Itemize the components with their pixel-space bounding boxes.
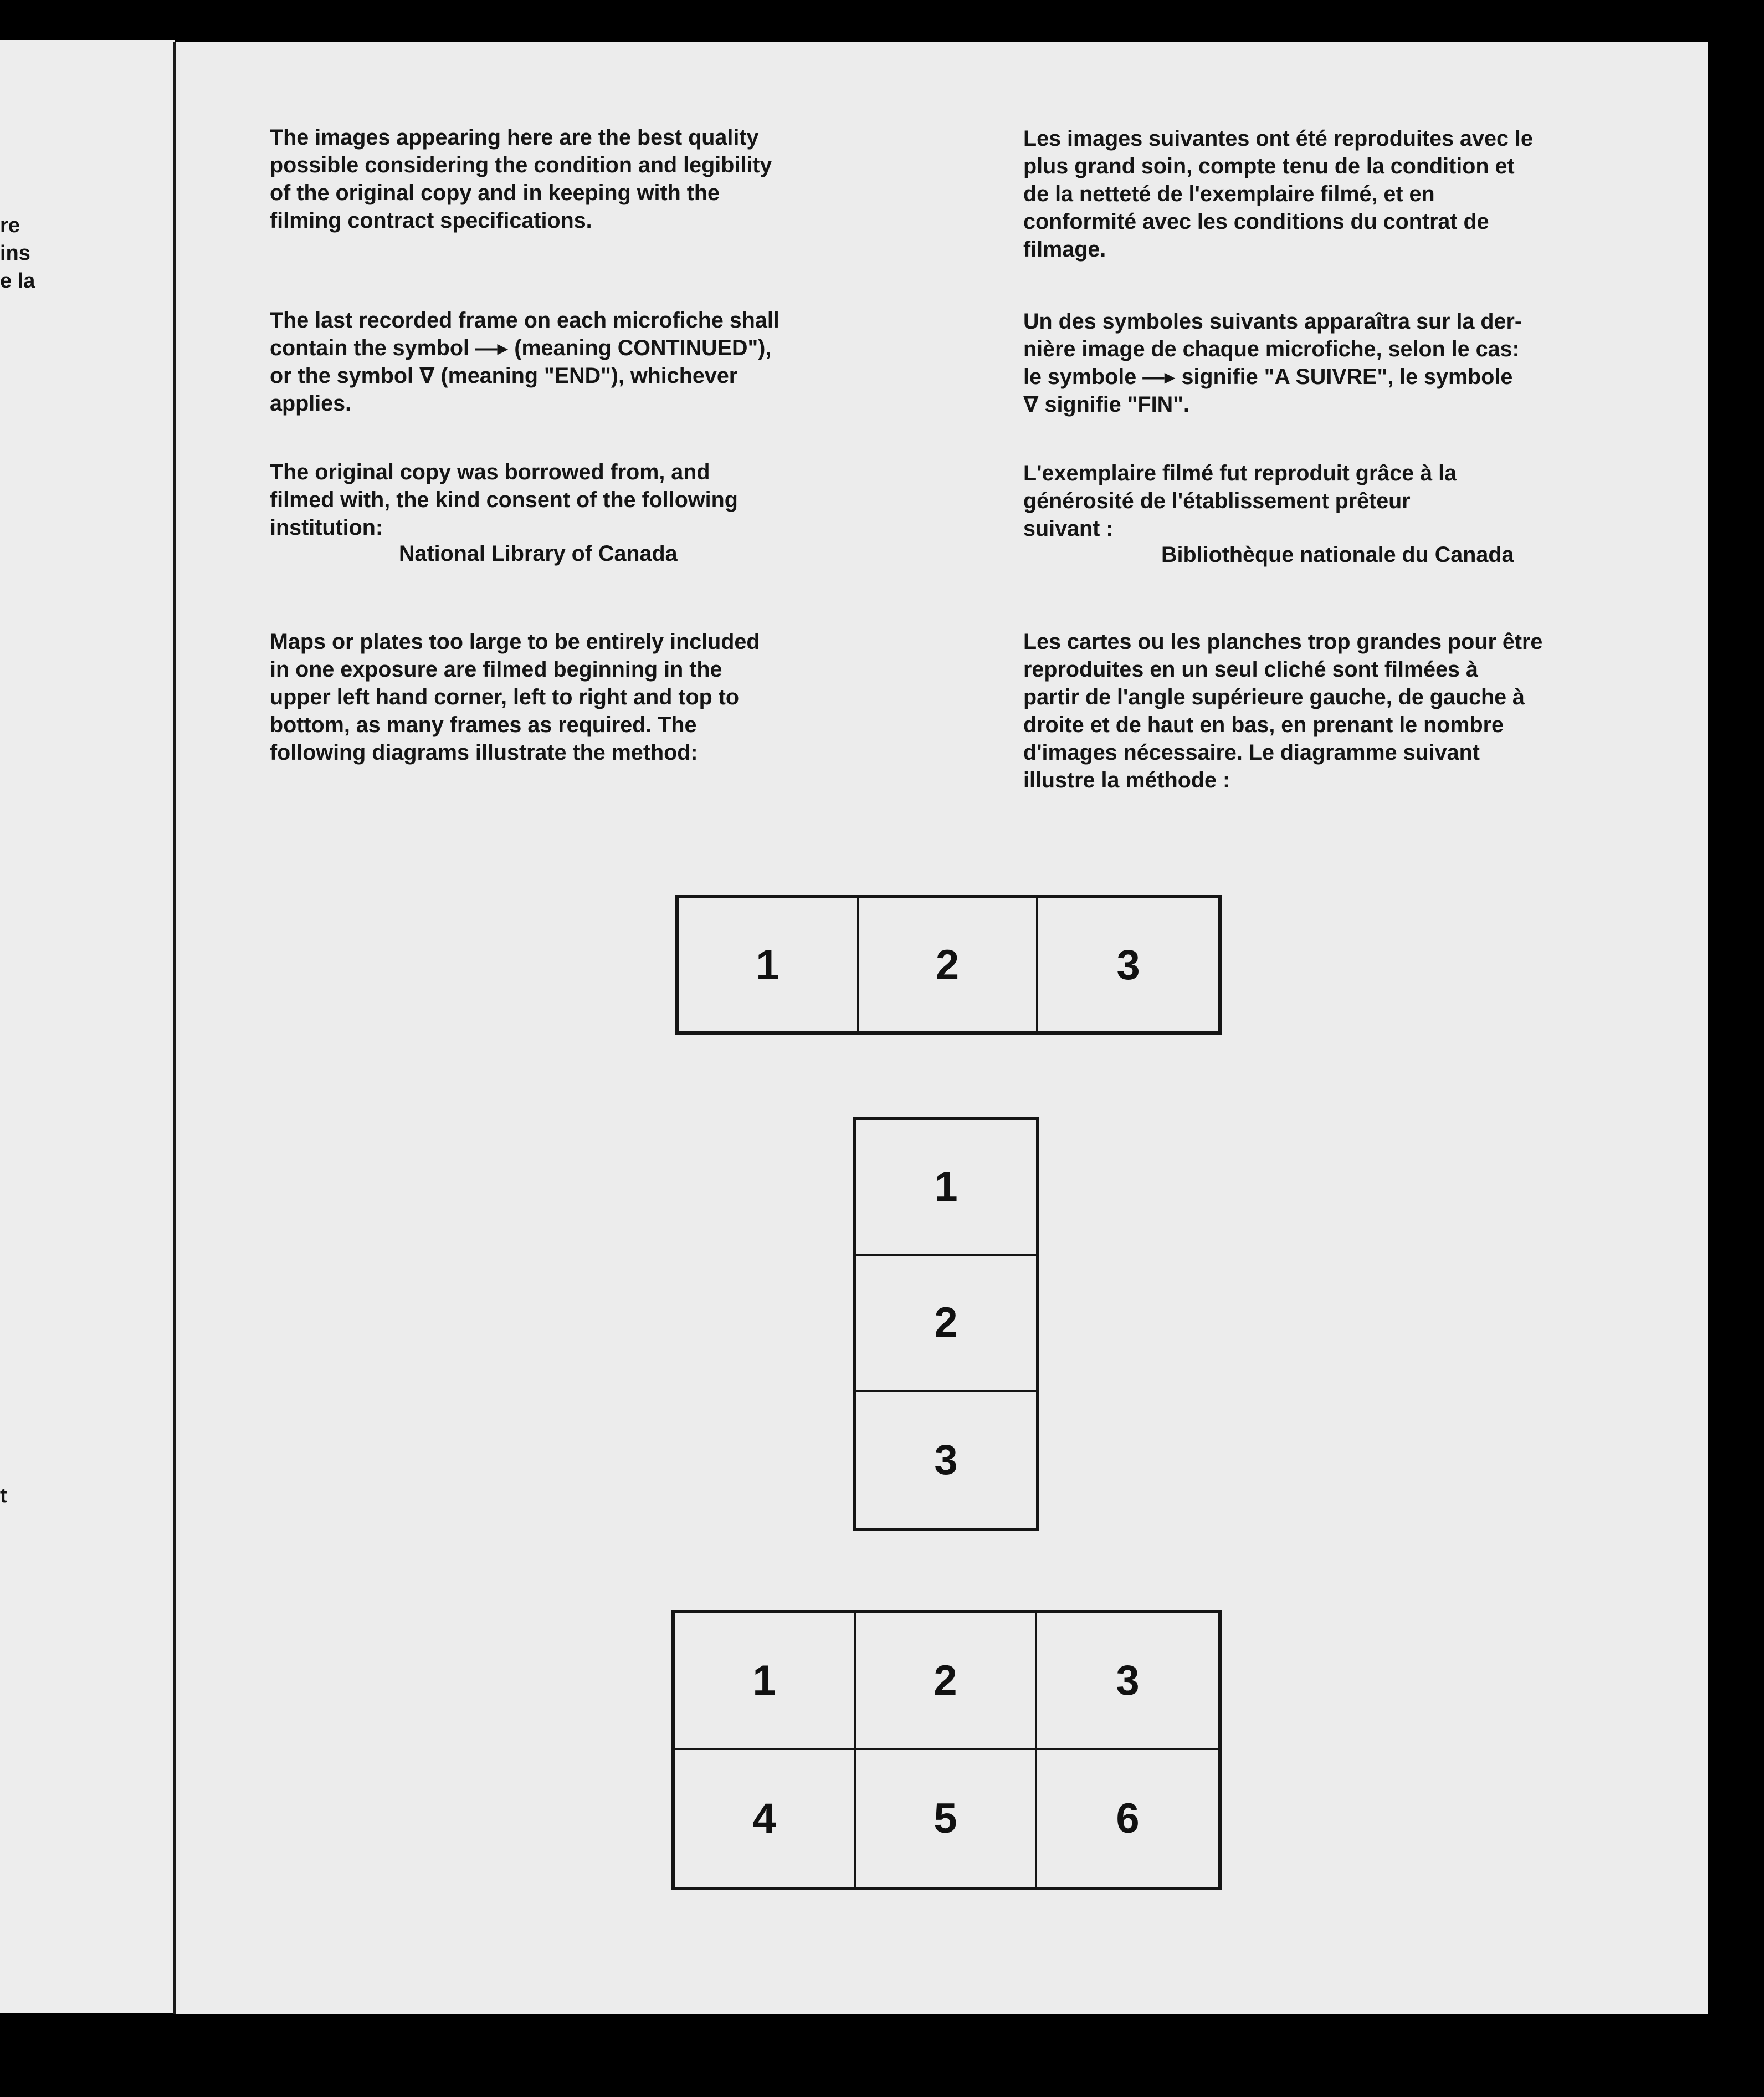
target-page <box>176 42 1708 2014</box>
text-line: possible considering the condition and legibility <box>270 153 772 177</box>
frame-cell: 6 <box>1116 1795 1140 1842</box>
frame-cell: 2 <box>856 1613 1037 1750</box>
text-line: ∇ signifie "FIN". <box>1023 392 1189 417</box>
frame-cell: 1 <box>679 898 859 1031</box>
text-line: nière image de chaque microfiche, selon le cas: <box>1023 337 1520 361</box>
text-line: suivant : <box>1023 516 1114 541</box>
text-line: filmed with, the kind consent of the following <box>270 488 738 512</box>
quality-notice-en <box>270 124 868 234</box>
text-line: of the original copy and in keeping with the <box>270 181 720 205</box>
frame-cell: 1 <box>675 1613 856 1750</box>
text-line: bottom, as many frames as required. The <box>270 713 697 737</box>
institution-notice-fr <box>1023 459 1622 543</box>
frame-cell: 3 <box>1037 1613 1218 1750</box>
institution-name-fr: Bibliothèque nationale du Canada <box>1161 543 1514 567</box>
symbol-notice-fr <box>1023 308 1622 418</box>
text-line: The original copy was borrowed from, and <box>270 460 710 484</box>
previous-page-fragment: re <box>0 214 20 237</box>
previous-page-edge <box>0 40 175 2013</box>
text-line: d'images nécessaire. Le diagramme suivant <box>1023 740 1480 765</box>
text-line: upper left hand corner, left to right and top to <box>270 685 740 709</box>
text-line: de la netteté de l'exemplaire filmé, et en <box>1023 182 1435 206</box>
institution-notice-en <box>270 458 868 541</box>
previous-page-fragment: e la <box>0 269 35 293</box>
diagram-horizontal <box>675 895 1222 1035</box>
text-line: Maps or plates too large to be entirely included <box>270 630 760 654</box>
text-line: The images appearing here are the best quality <box>270 125 759 150</box>
text-line: Les cartes ou les planches trop grandes pour être <box>1023 630 1543 654</box>
text-line: filmage. <box>1023 237 1106 262</box>
maps-notice-fr <box>1023 628 1622 794</box>
text-line: Les images suivantes ont été reproduites avec le <box>1023 126 1533 151</box>
text-line: contain the symbol —▸ (meaning CONTINUED"), <box>270 336 772 360</box>
frame-cell: 1 <box>856 1120 1036 1256</box>
frame-cell: 2 <box>859 898 1039 1031</box>
text-line: droite et de haut en bas, en prenant le nombre <box>1023 713 1504 737</box>
quality-notice-fr <box>1023 125 1622 263</box>
diagram-vertical <box>853 1117 1039 1531</box>
text-line: conformité avec les conditions du contrat de <box>1023 209 1489 234</box>
text-line: following diagrams illustrate the method: <box>270 740 698 765</box>
maps-notice-en <box>270 628 868 766</box>
text-line: Un des symboles suivants apparaîtra sur la der- <box>1023 309 1522 334</box>
frame-cell: 5 <box>856 1750 1037 1887</box>
text-line: The last recorded frame on each microfiche shall <box>270 308 780 333</box>
text-line: reproduites en un seul cliché sont filmées à <box>1023 657 1478 682</box>
frame-cell: 3 <box>934 1436 958 1484</box>
text-line: illustre la méthode : <box>1023 768 1230 792</box>
institution-name-en: National Library of Canada <box>399 541 678 566</box>
frame-cell: 2 <box>856 1256 1036 1392</box>
previous-page-fragment: ins <box>0 242 30 265</box>
text-line: or the symbol ∇ (meaning "END"), whichever <box>270 364 738 388</box>
text-line: L'exemplaire filmé fut reproduit grâce à la <box>1023 461 1457 485</box>
symbol-notice-en <box>270 306 868 417</box>
previous-page-fragment: t <box>0 1484 7 1507</box>
text-line: filming contract specifications. <box>270 208 592 233</box>
text-line: in one exposure are filmed beginning in the <box>270 657 722 682</box>
frame-cell: 3 <box>1116 941 1140 989</box>
text-line: le symbole —▸ signifie "A SUIVRE", le symbole <box>1023 365 1513 389</box>
text-line: générosité de l'établissement prêteur <box>1023 489 1411 513</box>
frame-cell: 4 <box>675 1750 856 1887</box>
text-line: plus grand soin, compte tenu de la condition et <box>1023 154 1515 178</box>
text-line: partir de l'angle supérieure gauche, de gauche à <box>1023 685 1525 709</box>
text-line: applies. <box>270 391 352 416</box>
text-line: institution: <box>270 515 383 540</box>
diagram-grid <box>671 1610 1222 1890</box>
